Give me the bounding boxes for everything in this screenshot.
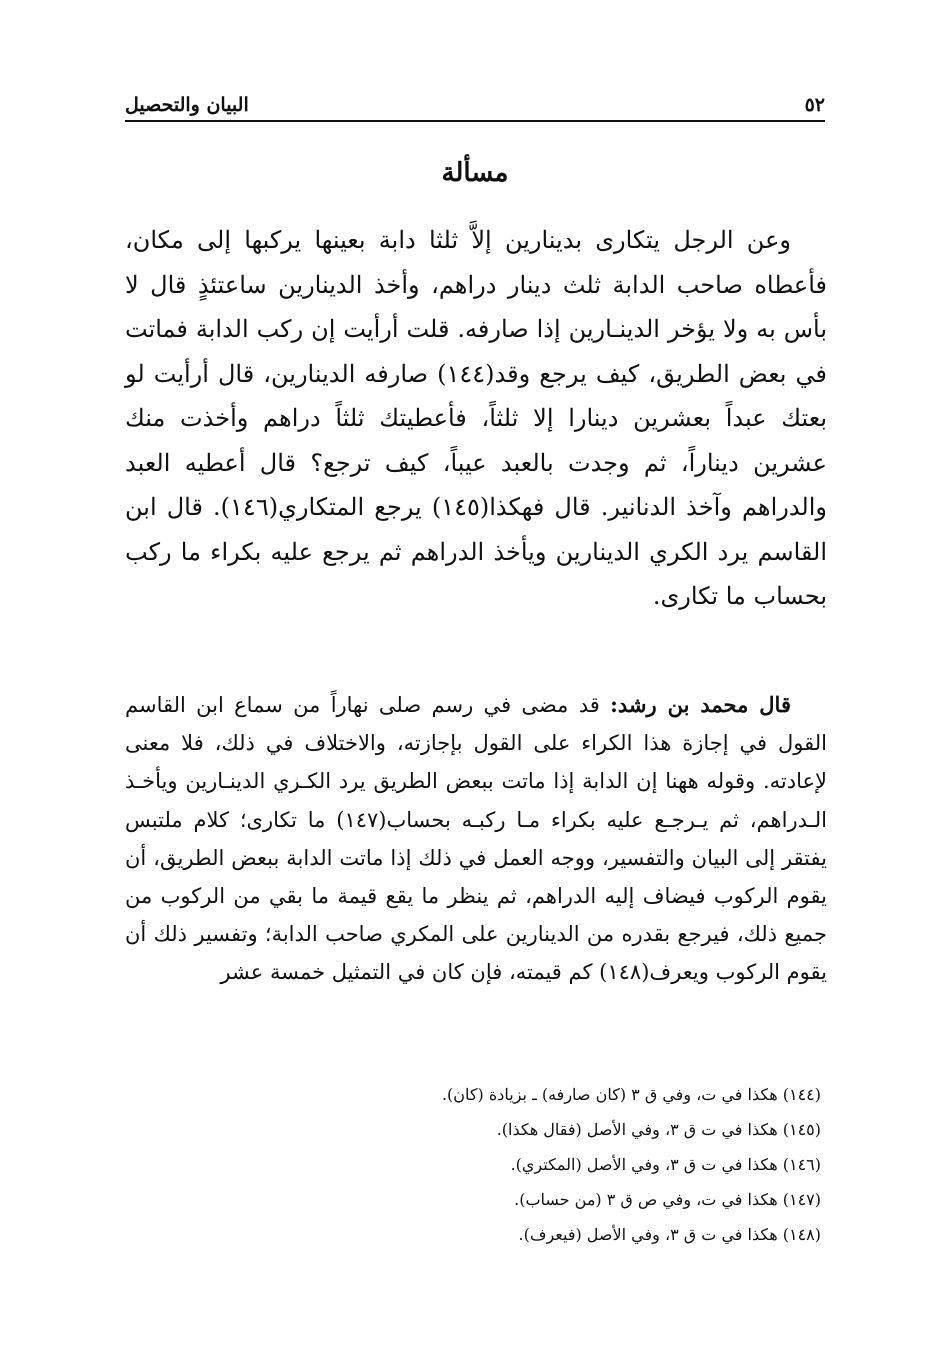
footnote-ref-145: (١٤٥) [431, 493, 490, 521]
footnote-145: (١٤٥) هكذا في ت ق ٣، وفي الأصل (فقال هكذا). [496, 1120, 821, 1139]
commentary-speaker: قال محمد بن رشد: [610, 692, 791, 717]
question-paragraph [125, 218, 827, 619]
paragraph1-part-a: وعن الرجل يتكارى بدينارين إلاَّ ثلثا دابة بعينها يركبها إلى مكان، فأعطاه صاحب الدابة ثلث دينار دراهم، وأخذ الدينارين ساعتئذٍ قال لا بأس به ولا يؤخر الدينـارين إذا صارفه. قلت أرأيت إن ركب الدابة فماتت في بعض الطريق، كيف يرجع وقد [125, 226, 827, 388]
paragraph1-part-c: يرجع المتكاري [278, 493, 432, 521]
running-header [125, 86, 825, 122]
commentary-paragraph [125, 686, 827, 992]
paragraph2-part-c: كم قيمته، فإن كان في التمثيل خمسة عشر [220, 960, 600, 985]
paragraph2-part-a: قد مضى في رسم صلى نهاراً من سماع ابن القاسم القول في إجازة هذا الكراء على القول بإجازته، والاختلاف في ذلك، فلا معنى لإعادته. وقوله ههنا إن الدابة إذا ماتت ببعض الطريق يرد الكـري الدينـارين ويأخـذ الـدراهم، ثم يـرجـع عليه بكراء مـا ركبـه بحساب [125, 693, 827, 832]
section-title: مسألة [441, 158, 509, 188]
footnote-ref-146: (١٤٦) [220, 493, 279, 521]
footnote-146: (١٤٦) هكذا في ت ق ٣، وفي الأصل (المكتري). [510, 1155, 821, 1174]
book-title: البيان والتحصيل [125, 94, 249, 116]
footnote-144: (١٤٤) هكذا في ت، وفي ق ٣ (كان صارفه) ـ بزيادة (كان). [441, 1085, 821, 1104]
footnote-147: (١٤٧) هكذا في ت، وفي ص ق ٣ (من حساب). [514, 1190, 821, 1209]
footnote-ref-144: (١٤٤) [437, 359, 495, 388]
page-number: ٥٢ [804, 94, 825, 116]
footnote-ref-148: (١٤٨) [599, 960, 650, 985]
paragraph2-part-b: ما تكارى؛ كلام ملتبس يفتقر إلى البيان والتفسير، ووجه العمل في ذلك إذا ماتت الدابة ببعض الطريق، أن يقوم الركوب فيضاف إليه الدراهم، ثم ينظر ما يقع قيمة ما بقي من الركوب من جميع ذلك، فيرجع بقدره من الدينارين على المكري صاحب الدابة؛ وتفسير ذلك أن يقوم الركوب ويعرف [125, 807, 827, 985]
paragraph1-part-b: صارفه الدينارين، قال أرأيت لو بعتك عبداً بعشرين دينارا إلا ثلثاً، فأعطيتك ثلثاً دراهم وأخذت منك عشرين ديناراً، ثم وجدت بالعبد عيباً، كيف ترجع؟ قال أعطيه العبد والدراهم وآخذ الدنانير. قال فهكذا [125, 359, 827, 521]
paragraph1-part-d: . قال ابن القاسم يرد الكري الدينارين ويأخذ الدراهم ثم يرجع عليه بكراء ما ركب بحساب ما تكارى. [125, 493, 827, 610]
footnote-ref-147: (١٤٧) [336, 807, 387, 832]
footnotes [125, 1077, 825, 1252]
footnote-148: (١٤٨) هكذا في ت ق ٣، وفي الأصل (فيعرف). [518, 1225, 821, 1244]
